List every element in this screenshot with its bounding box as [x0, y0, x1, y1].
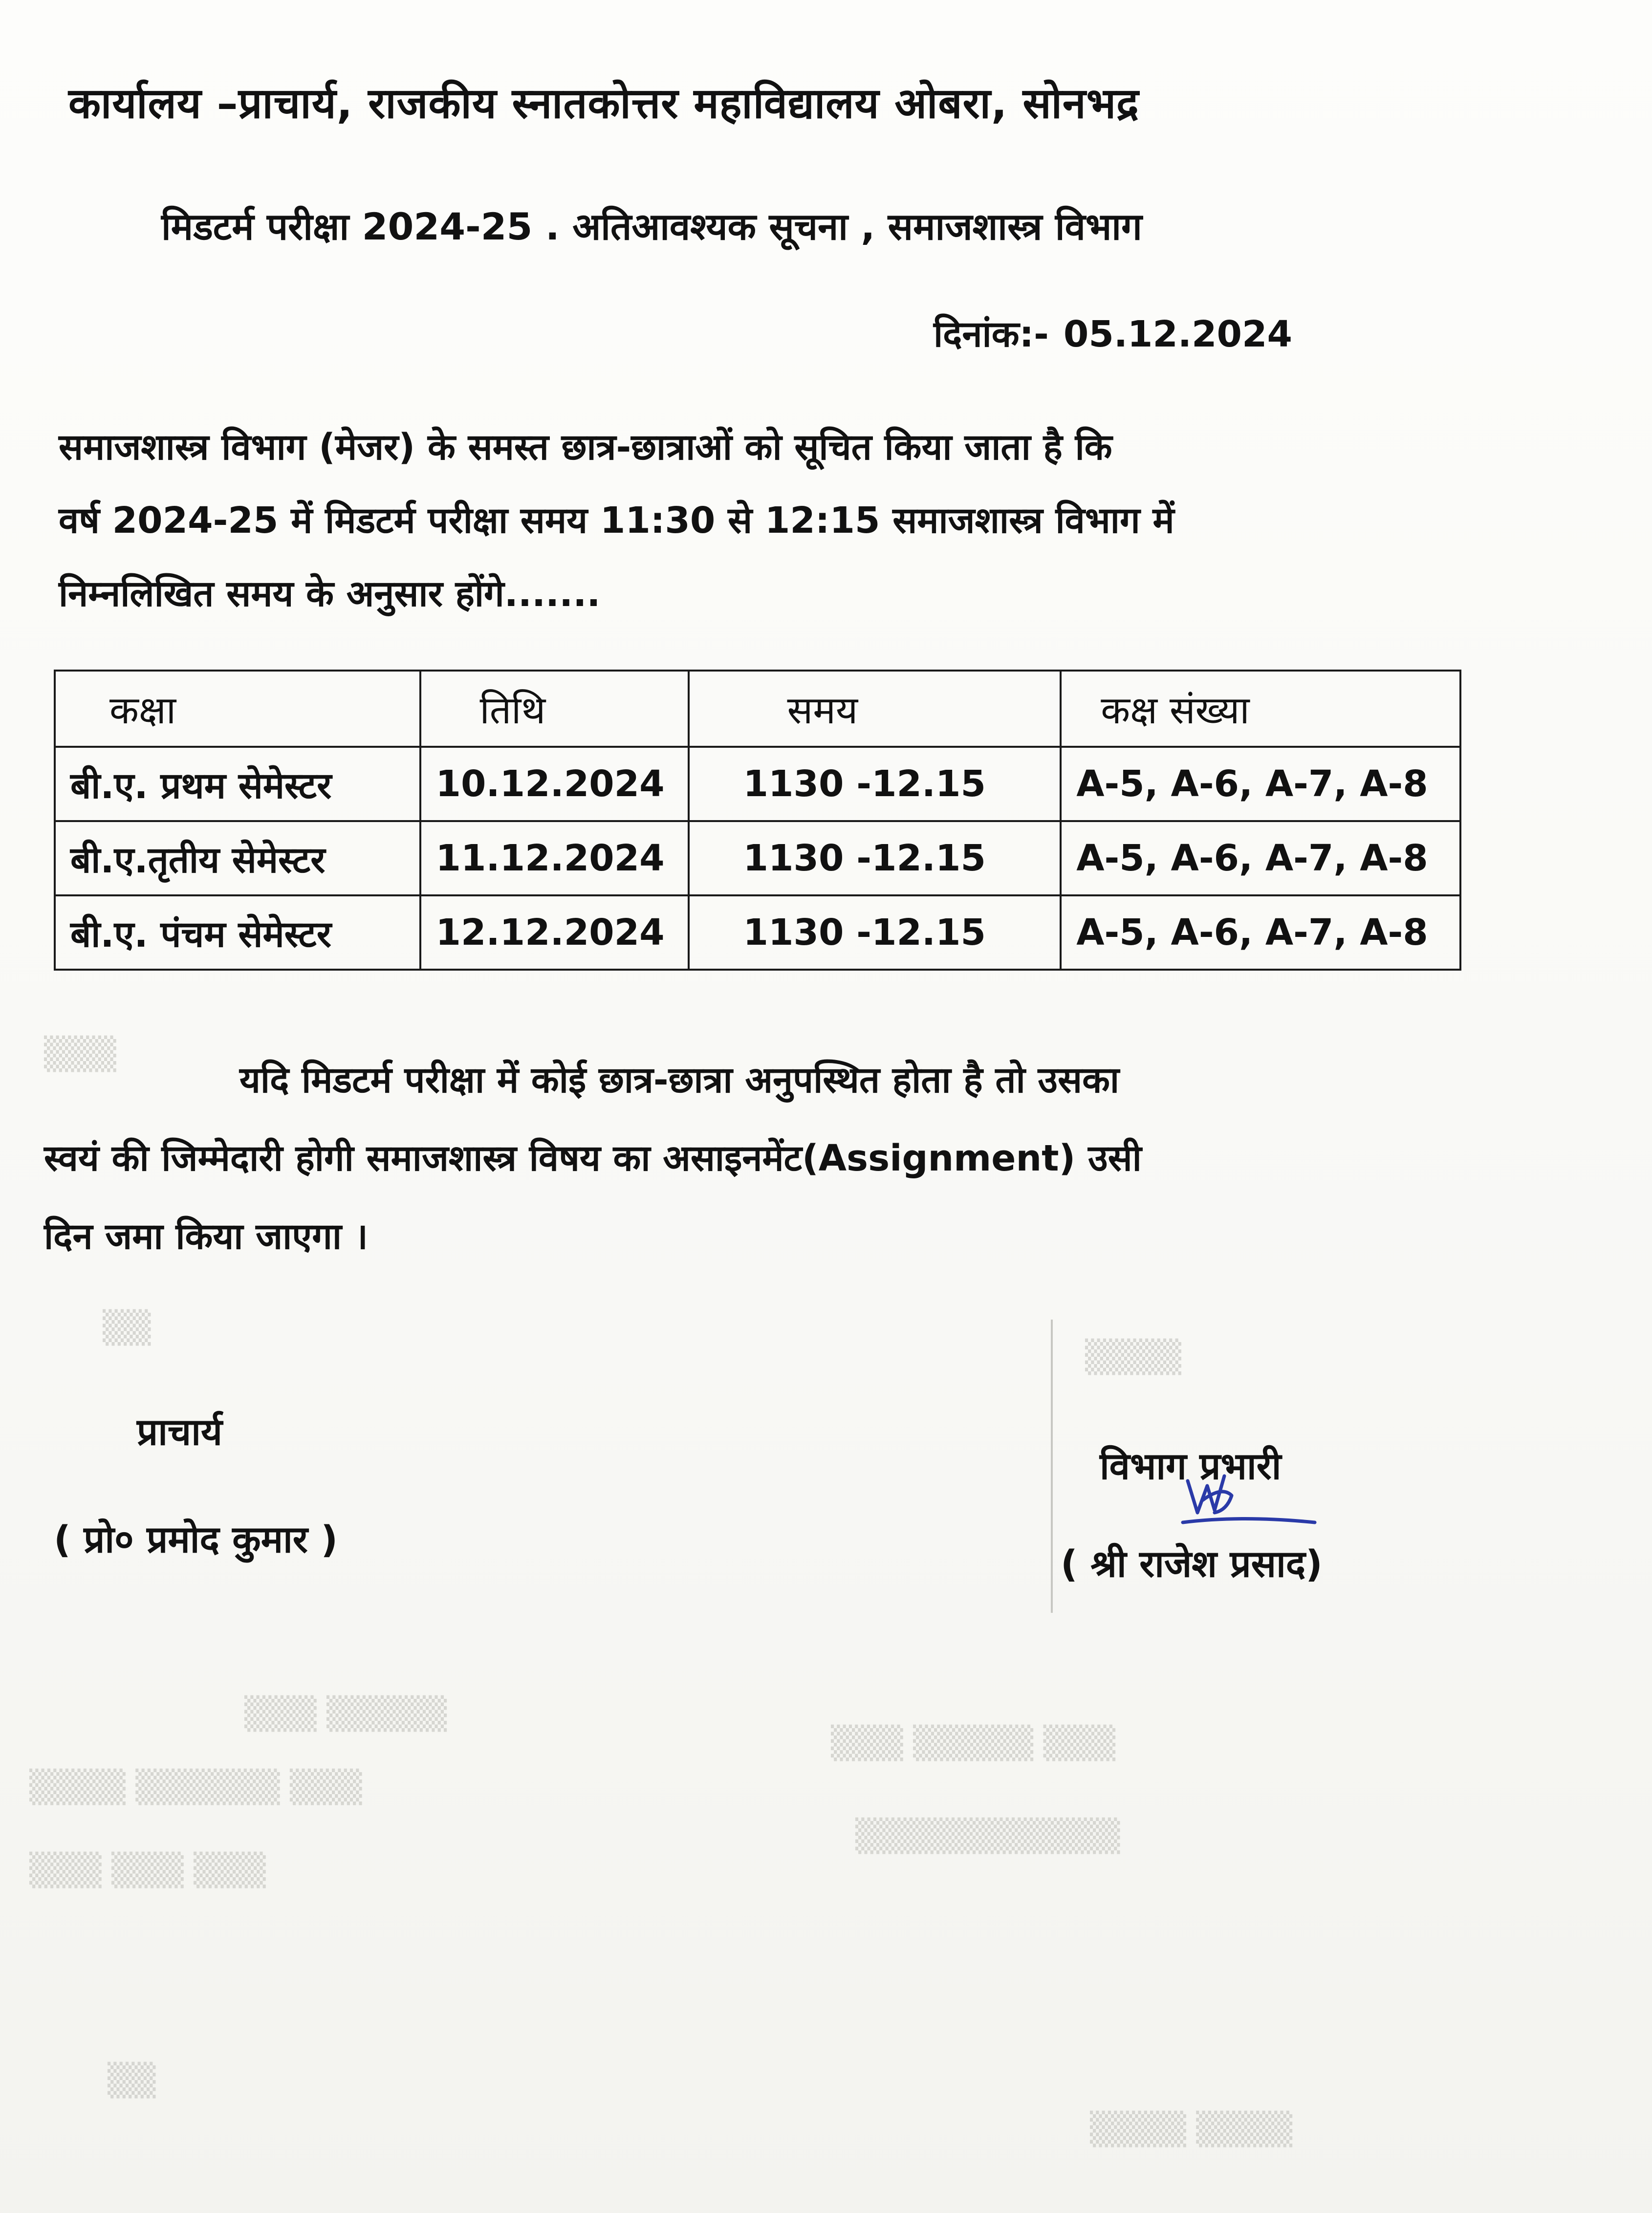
handwritten-signature [1168, 1466, 1325, 1535]
cell-class: बी.ए.तृतीय सेमेस्टर [55, 821, 420, 895]
office-title: कार्यालय –प्राचार्य, राजकीय स्नातकोत्तर महाविद्यालय ओबरा, सोनभद्र [68, 79, 1139, 128]
cell-rooms: A-5, A-6, A-7, A-8 [1061, 747, 1460, 821]
principal-signature-block [54, 1378, 338, 1593]
cell-rooms: A-5, A-6, A-7, A-8 [1061, 821, 1460, 895]
date-value: 05.12.2024 [1063, 313, 1292, 355]
date-label: दिनांक:- [934, 313, 1049, 355]
principal-title: प्राचार्य [137, 1410, 222, 1454]
cell-date: 11.12.2024 [420, 821, 689, 895]
intro-paragraph [59, 411, 1456, 630]
intro-line: निम्नलिखित समय के अनुसार होंगे....... [59, 573, 601, 615]
cell-class: बी.ए. पंचम सेमेस्टर [55, 895, 420, 970]
absence-notice-paragraph [44, 1041, 1456, 1276]
table-row [55, 895, 1460, 970]
cell-time: 1130 -12.15 [689, 821, 1061, 895]
hod-name: ( श्री राजेश प्रसाद) [1061, 1542, 1323, 1585]
intro-line: समाजशास्त्र विभाग (मेजर) के समस्त छात्र-छात्राओं को सूचित किया जाता है कि [59, 426, 1112, 468]
hod-title: विभाग प्रभारी [1100, 1444, 1282, 1488]
exam-schedule-table [54, 670, 1461, 971]
table-row [55, 821, 1460, 895]
show-through-mark: ▒▒ [108, 2062, 156, 2099]
table-row [55, 747, 1460, 821]
notice-line: दिन जमा किया जाएगा । [44, 1215, 368, 1258]
cell-class: बी.ए. प्रथम सेमेस्टर [55, 747, 420, 821]
date-line [934, 308, 1292, 357]
cell-date: 12.12.2024 [420, 895, 689, 970]
show-through-mark: ▒▒▒ ▒▒▒▒▒ ▒▒▒ [831, 1725, 1116, 1761]
show-through-mark: ▒▒▒ [44, 1036, 116, 1072]
show-through-mark: ▒▒▒▒ [1085, 1339, 1181, 1375]
show-through-mark: ▒▒▒▒ ▒▒▒▒▒▒ ▒▒▒ [29, 1769, 362, 1805]
cell-time: 1130 -12.15 [689, 895, 1061, 970]
show-through-mark: ▒▒▒▒ ▒▒▒▒ [1090, 2111, 1293, 2148]
principal-name: ( प्रो० प्रमोद कुमार ) [54, 1518, 338, 1561]
notice-line: स्वयं की जिम्मेदारी होगी समाजशास्त्र विषय का असाइनमेंट(Assignment) उसी [44, 1137, 1142, 1179]
column-header-room: कक्ष संख्या [1061, 671, 1460, 747]
cell-date: 10.12.2024 [420, 747, 689, 821]
show-through-mark: ▒▒ [103, 1310, 151, 1346]
show-through-mark: ▒▒▒ ▒▒▒▒▒ [244, 1696, 447, 1732]
column-header-class: कक्षा [55, 671, 420, 747]
cell-rooms: A-5, A-6, A-7, A-8 [1061, 895, 1460, 970]
column-header-date: तिथि [420, 671, 689, 747]
show-through-mark: ▒▒▒▒▒▒▒▒▒▒▒ [855, 1818, 1120, 1854]
column-header-time: समय [689, 671, 1061, 747]
show-through-line [1051, 1320, 1053, 1613]
show-through-mark: ▒▒▒ ▒▒▒ ▒▒▒ [29, 1852, 266, 1888]
intro-line: वर्ष 2024-25 में मिडटर्म परीक्षा समय 11:30 से 12:15 समाजशास्त्र विभाग में [59, 499, 1174, 542]
cell-time: 1130 -12.15 [689, 747, 1061, 821]
notice-line: यदि मिडटर्म परीक्षा में कोई छात्र-छात्रा अनुपस्थित होता है तो उसका [239, 1059, 1120, 1101]
table-header-row [55, 671, 1460, 747]
notice-subtitle: मिडटर्म परीक्षा 2024-25 . अतिआवश्यक सूचना , समाजशास्त्र विभाग [161, 205, 1142, 248]
